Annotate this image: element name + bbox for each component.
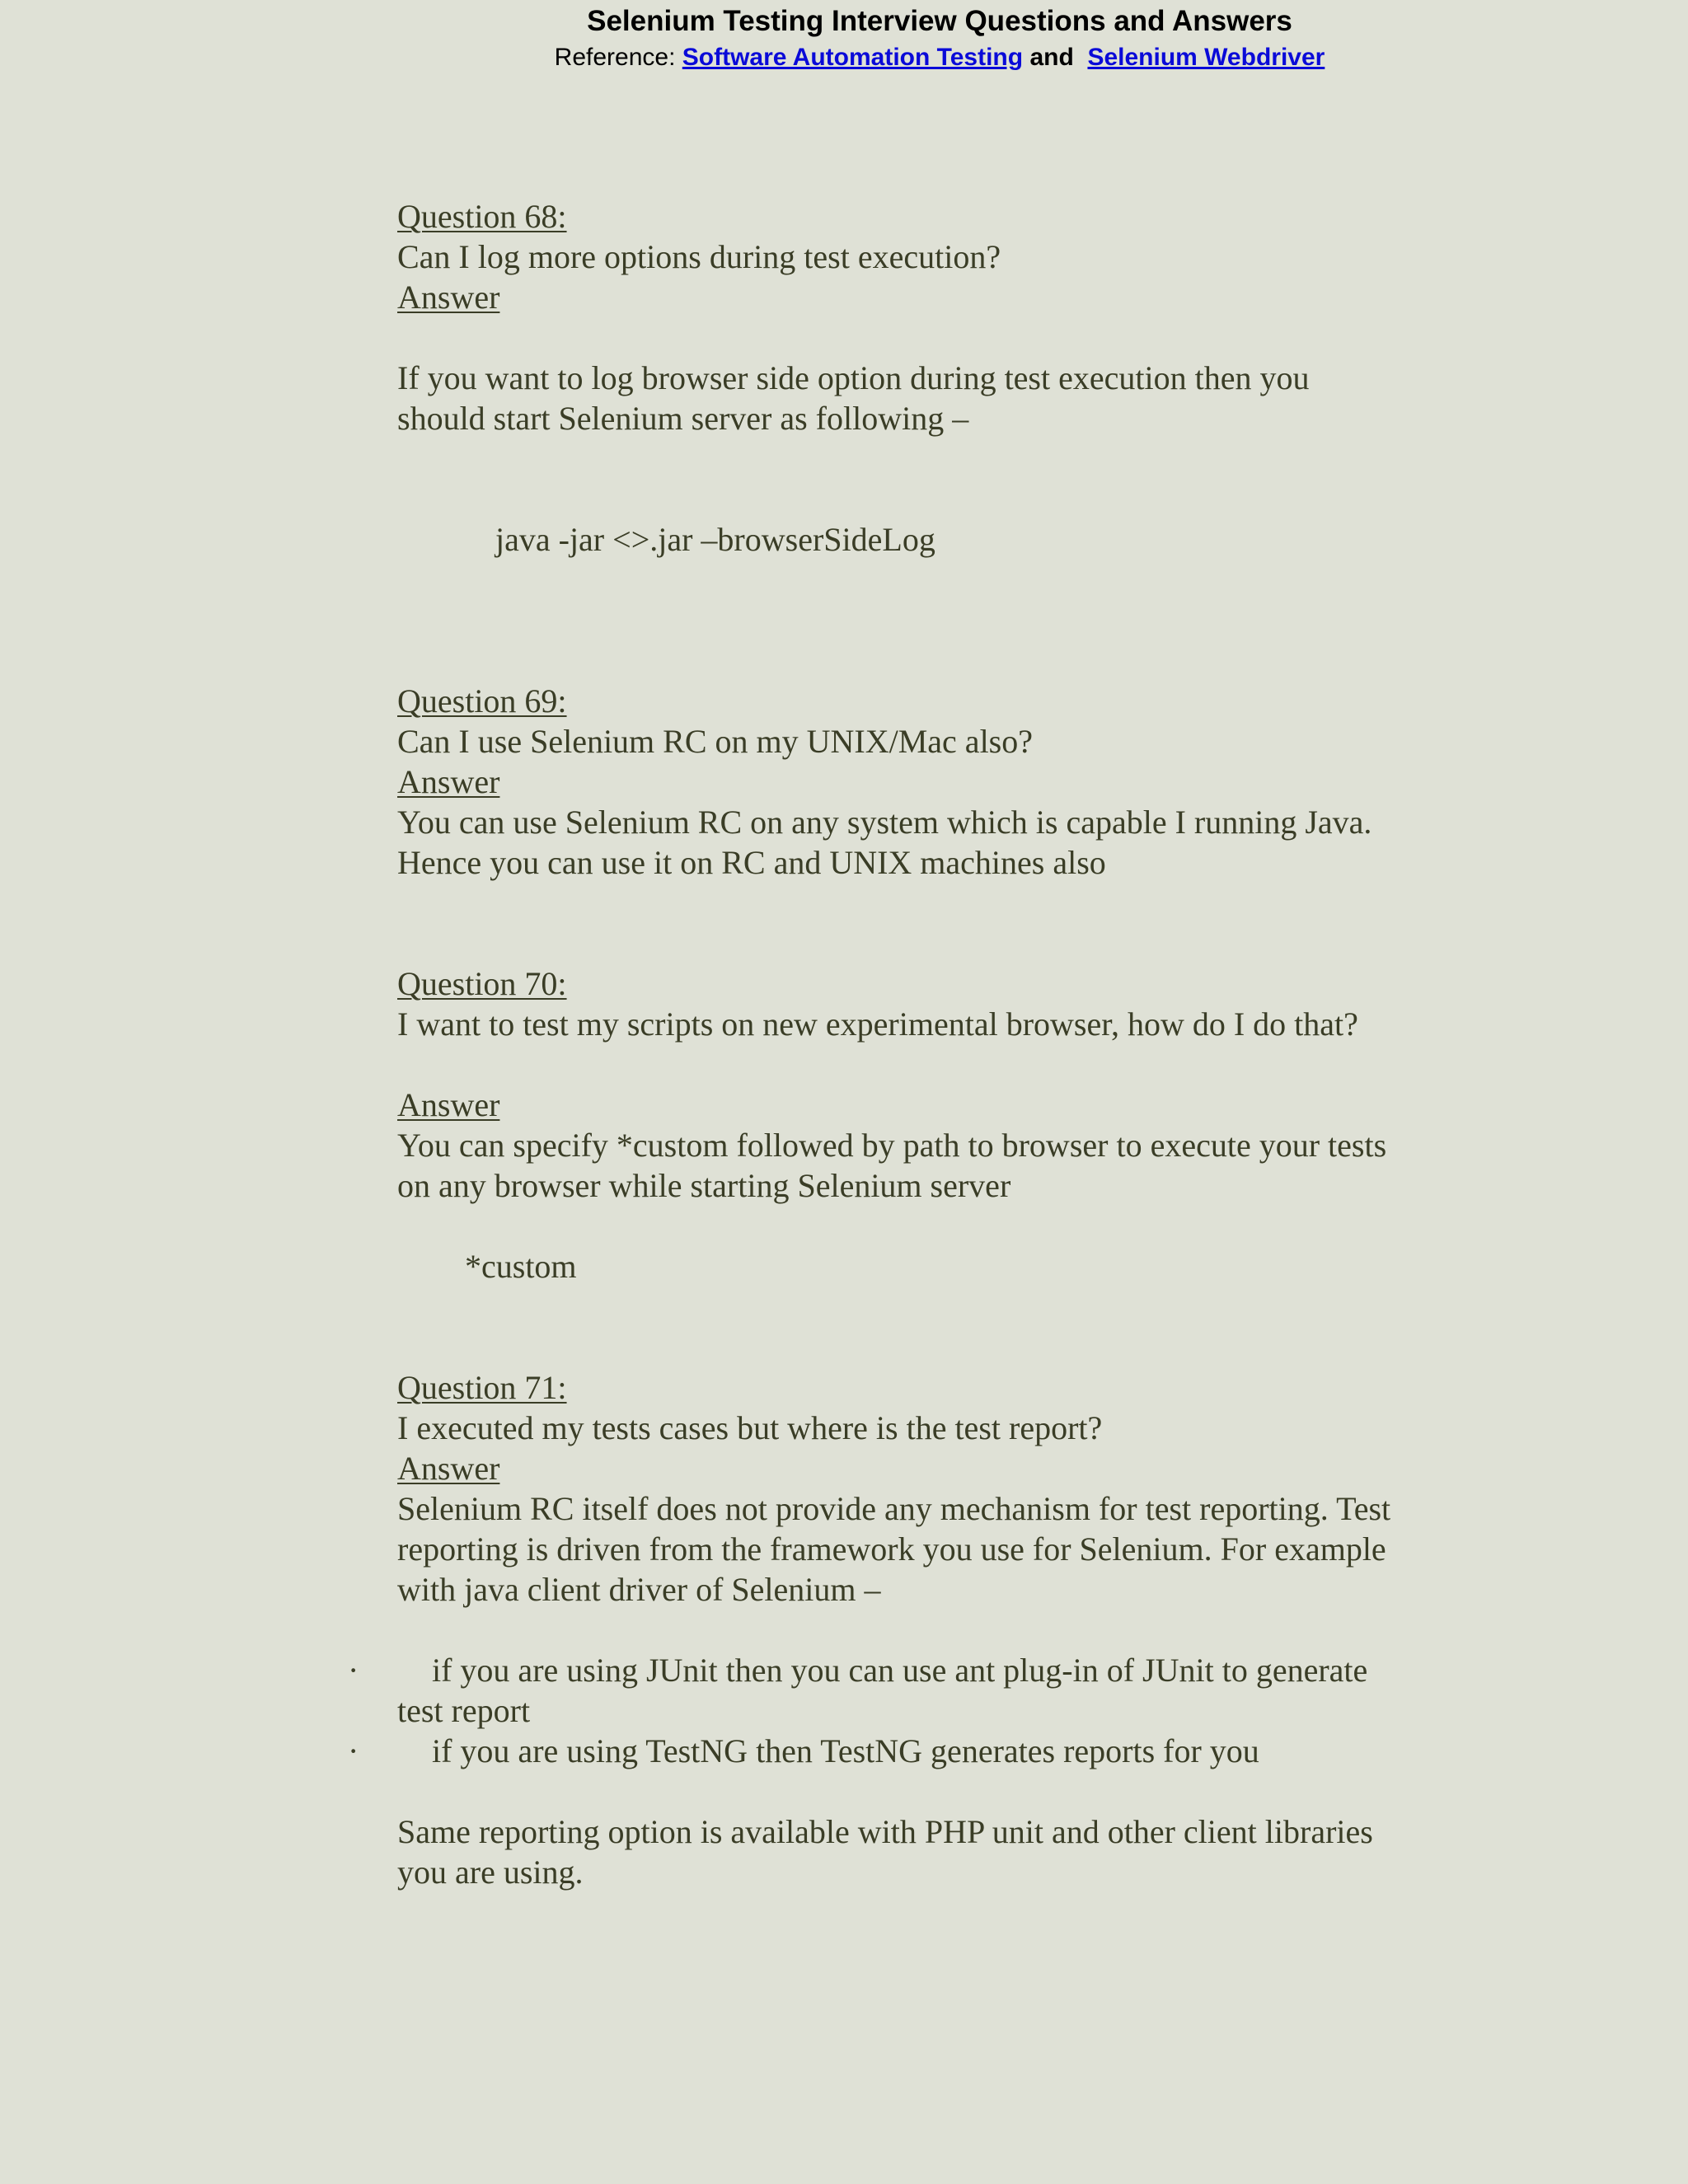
bullet-item-continuation: test report [397,1692,531,1729]
question-68-answer-line: should start Selenium server as following – [397,400,969,437]
bullet-item-testng [348,1731,1502,1771]
question-70-answer-line: on any browser while starting Selenium server [397,1167,1011,1204]
bullet-item-text: if you are using TestNG then TestNG generates reports for you [432,1732,1259,1769]
bullet-item-junit [348,1650,1502,1690]
page-header [0,2,1688,74]
software-automation-testing-link[interactable]: Software Automation Testing [682,44,1024,71]
question-71-label: Question 71: [397,1369,567,1406]
question-71-answer-line: with java client driver of Selenium – [397,1571,881,1608]
question-70-text: I want to test my scripts on new experimental browser, how do I do that? [397,1005,1358,1043]
question-68-label: Question 68: [397,198,567,235]
bullet-icon: · [348,1732,359,1769]
bullet-icon: · [348,1652,359,1689]
document-body [348,196,1502,1892]
question-70-code: *custom [465,1248,577,1285]
bullet-item-text: if you are using JUnit then you can use ant plug-in of JUnit to generate [432,1652,1368,1689]
question-71-answer-line: reporting is driven from the framework you use for Selenium. For example [397,1530,1386,1568]
document-title: Selenium Testing Interview Questions and Answers [587,5,1292,37]
reference-line [0,41,1688,74]
question-68-answer-line: If you want to log browser side option during test execution then you [397,359,1310,396]
question-71-text: I executed my tests cases but where is the test report? [397,1409,1103,1446]
question-70-label: Question 70: [397,965,567,1002]
question-71-closing-line: you are using. [397,1854,584,1891]
question-70-answer-line: You can specify *custom followed by path to browser to execute your tests [397,1127,1387,1164]
question-69-text: Can I use Selenium RC on my UNIX/Mac also? [397,723,1033,760]
question-68-code: java -jar <>.jar –browserSideLog [495,521,935,558]
question-68-text: Can I log more options during test execution? [397,238,1001,275]
reference-label: Reference: [554,44,676,71]
selenium-webdriver-link[interactable]: Selenium Webdriver [1087,44,1325,71]
question-69-answer-line: You can use Selenium RC on any system which is capable I running Java. [397,804,1372,841]
question-71-answer-line: Selenium RC itself does not provide any mechanism for test reporting. Test [397,1490,1391,1527]
question-69-answer-line: Hence you can use it on RC and UNIX machines also [397,844,1106,881]
reference-conjunction: and [1029,44,1074,71]
question-71-closing-line: Same reporting option is available with PHP unit and other client libraries [397,1813,1373,1850]
question-69-label: Question 69: [397,682,567,719]
question-68-answer-label: Answer [397,279,500,316]
question-71-answer-label: Answer [397,1450,500,1487]
question-70-answer-label: Answer [397,1086,500,1123]
question-69-answer-label: Answer [397,763,500,800]
